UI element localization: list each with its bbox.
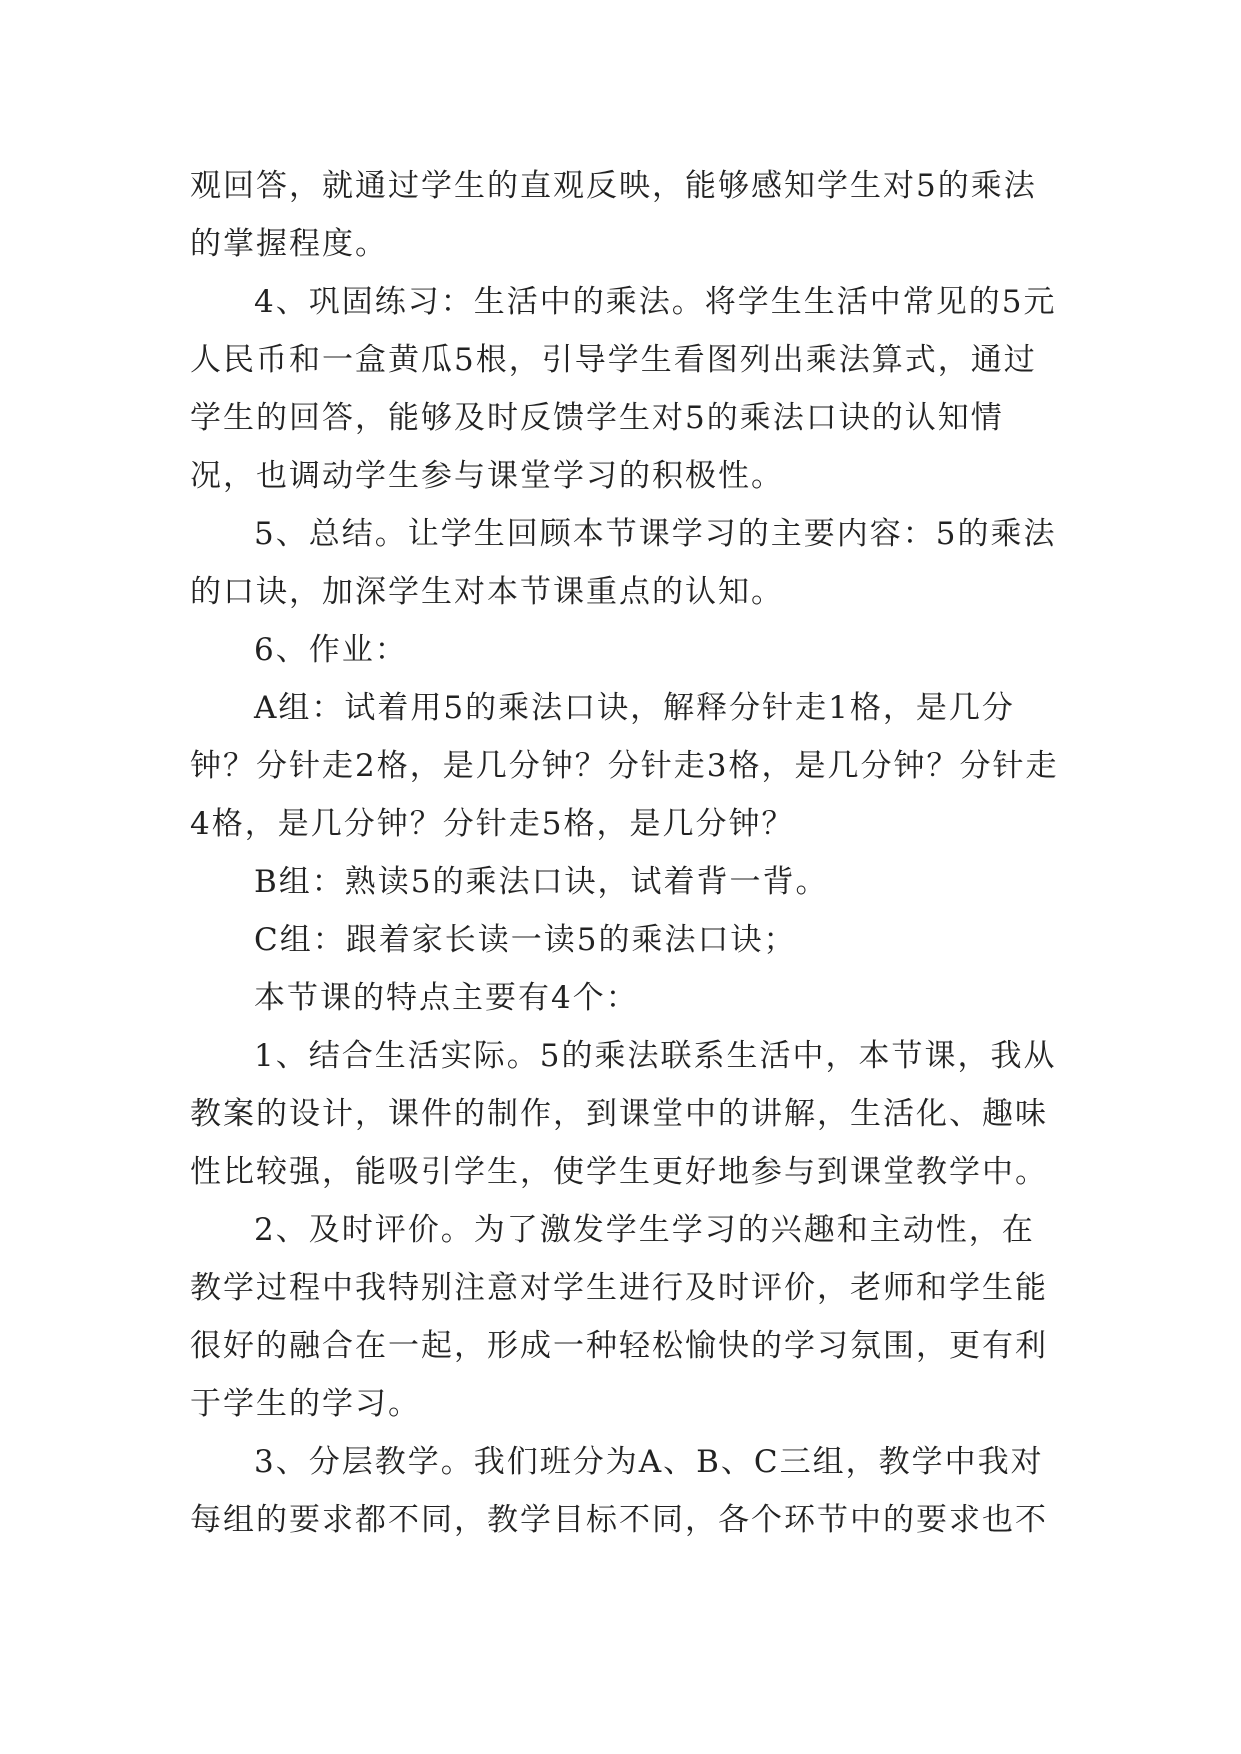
paragraph: 4、巩固练习：生活中的乘法。将学生生活中常见的5元人民币和一盒黄瓜5根，引导学生看图列出乘法算式，通过学生的回答，能够及时反馈学生对5的乘法口诀的认知情况，也调动学生参与课堂学习的积极性。 <box>190 284 1057 494</box>
paragraph: C组：跟着家长读一读5的乘法口诀； <box>254 922 797 958</box>
paragraph: 3、分层教学。我们班分为A、B、C三组，教学中我对每组的要求都不同，教学目标不同，各个环节中的要求也不 <box>190 1444 1048 1538</box>
paragraph: A组：试着用5的乘法口诀，解释分针走1格，是几分钟？分针走2格，是几分钟？分针走3格，是几分钟？分针走4格，是几分钟？分针走5格，是几分钟？ <box>190 690 1059 842</box>
paragraph: B组：熟读5的乘法口诀，试着背一背。 <box>254 864 829 900</box>
paragraph: 5、总结。让学生回顾本节课学习的主要内容：5的乘法的口诀，加深学生对本节课重点的认知。 <box>190 516 1057 610</box>
paragraph: 1、结合生活实际。5的乘法联系生活中，本节课，我从教案的设计，课件的制作，到课堂中的讲解，生活化、趣味性比较强，能吸引学生，使学生更好地参与到课堂教学中。 <box>190 1038 1057 1190</box>
document-body <box>190 157 1060 1549</box>
paragraph: 本节课的特点主要有4个： <box>254 980 639 1016</box>
paragraph: 观回答，就通过学生的直观反映，能够感知学生对5的乘法的掌握程度。 <box>190 168 1037 262</box>
paragraph: 6、作业： <box>254 632 408 668</box>
paragraph: 2、及时评价。为了激发学生学习的兴趣和主动性，在教学过程中我特别注意对学生进行及时评价，老师和学生能很好的融合在一起，形成一种轻松愉快的学习氛围，更有利于学生的学习。 <box>190 1212 1048 1422</box>
